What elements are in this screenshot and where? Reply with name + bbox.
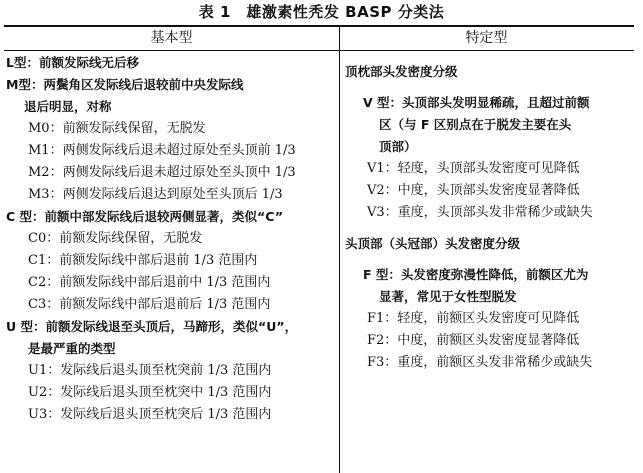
header-basic: 基本型 — [150, 30, 193, 46]
type-c-item: C0：前额发际线保留，无脱发 — [28, 231, 203, 246]
type-u-title-line1: U 型：前额发际线退至头顶后，马蹄形，类似“U”， — [6, 319, 298, 334]
type-v-item: V3：重度，头顶部头发非常稀少或缺失 — [367, 205, 593, 220]
type-f-line1: F 型：头发密度弥漫性降低，前额区尤为 — [363, 267, 589, 282]
header-rule — [4, 50, 634, 51]
type-f-item: F1：轻度，前额区头发密度可见降低 — [367, 311, 580, 326]
specific-column — [345, 52, 635, 374]
header-specific: 特定型 — [465, 30, 508, 46]
type-m-title-line2: 退后明显，对称 — [24, 99, 112, 114]
column-divider — [339, 25, 340, 473]
type-f-item: F3：重度，前额区头发非常稀少或缺失 — [367, 355, 593, 370]
type-c-title: C 型：前额中部发际线后退较两侧显著，类似“C” — [6, 209, 284, 224]
type-v-line1: V 型：头顶部头发明显稀疏，且超过前额 — [363, 95, 590, 110]
type-v-line3: 顶部） — [379, 139, 417, 154]
type-m-item: M2：两侧发际线后退未超过原处至头顶中 1/3 — [28, 165, 296, 180]
type-c-item: C2：前额发际线中部后退前中 1/3 范围内 — [28, 275, 271, 290]
type-u-item: U3：发际线后退头顶至枕突后 1/3 范围内 — [28, 407, 272, 422]
type-v-item: V2：中度，头顶部头发密度显著降低 — [367, 183, 580, 198]
type-v-item: V1：轻度，头顶部头发密度可见降低 — [367, 161, 580, 176]
type-m-item: M3：两侧发际线后退达到原处至头顶后 1/3 — [28, 187, 283, 202]
type-u-item: U2：发际线后退头顶至枕突中 1/3 范围内 — [28, 385, 272, 400]
vertex-density-heading: 顶枕部头发密度分级 — [345, 64, 458, 79]
type-m-item: M1：两侧发际线后退未超过原处至头顶前 1/3 — [28, 143, 296, 158]
type-m-title-line1: M型：两鬓角区发际线后退较前中央发际线 — [6, 77, 244, 92]
type-m-item: M0：前额发际线保留，无脱发 — [28, 121, 206, 136]
frontal-density-heading: 头顶部（头冠部）头发密度分级 — [345, 236, 521, 251]
type-c-item: C1：前额发际线中部后退前 1/3 范围内 — [28, 253, 258, 268]
type-f-line2: 显著，常见于女性型脱发 — [379, 289, 517, 304]
type-v-line2: 区（与 F 区别点在于脱发主要在头 — [379, 117, 572, 132]
type-l-title: L型：前额发际线无后移 — [6, 55, 139, 70]
type-u-item: U1：发际线后退头顶至枕突前 1/3 范围内 — [28, 363, 272, 378]
type-f-item: F2：中度，前额区头发密度显著降低 — [367, 333, 580, 348]
basic-column — [6, 52, 338, 426]
type-c-item: C3：前额发际线中部后退前后 1/3 范围内 — [28, 297, 271, 312]
top-rule — [4, 25, 634, 27]
table-title: 表 1 雄激素性秃发 BASP 分类法 — [198, 3, 445, 21]
type-u-title-line2: 是最严重的类型 — [28, 341, 116, 356]
